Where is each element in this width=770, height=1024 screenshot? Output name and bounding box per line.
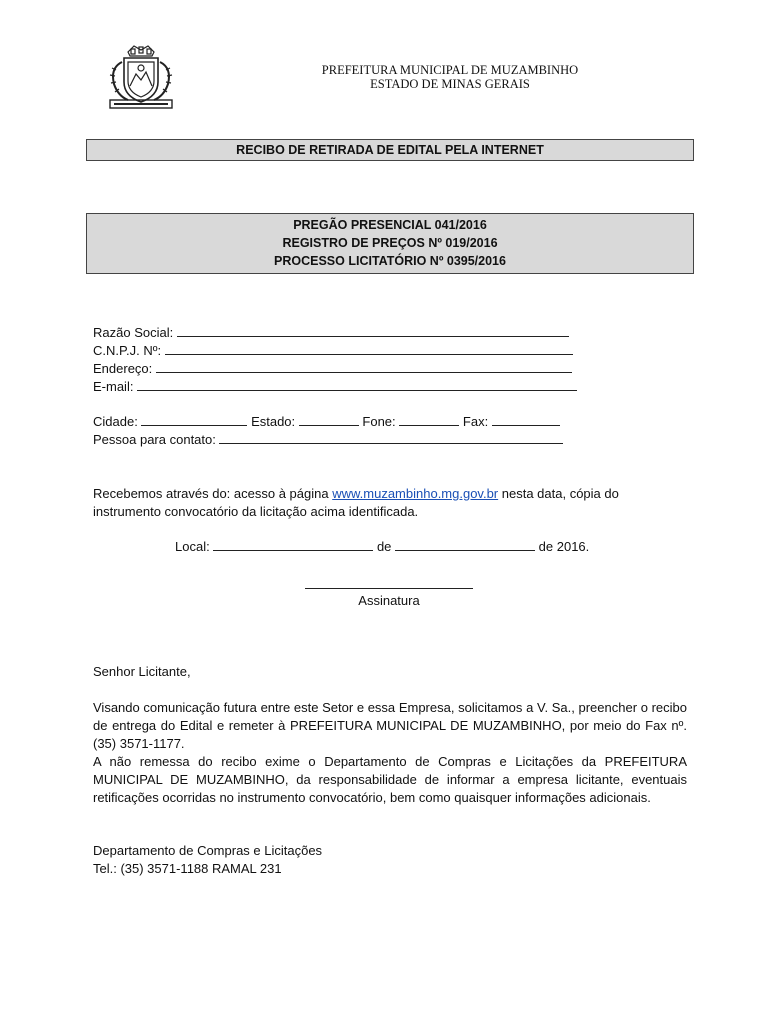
field-cnpj	[93, 343, 573, 358]
receipt-text-end: nesta data, cópia do	[498, 486, 619, 501]
razao-input-line[interactable]	[177, 325, 569, 337]
estado-label: Estado:	[251, 414, 296, 429]
field-razao-social	[93, 325, 569, 340]
endereco-input-line[interactable]	[156, 361, 572, 373]
fax-label: Fax:	[462, 414, 489, 429]
signature-line[interactable]	[305, 588, 473, 589]
fax-input-line[interactable]	[492, 414, 560, 426]
process-line-1: PREGÃO PRESENCIAL 041/2016	[293, 218, 487, 232]
signature-label: Assinatura	[358, 593, 420, 608]
date-input-line[interactable]	[395, 539, 535, 551]
letter-paragraph-2: A não remessa do recibo exime o Departamento de Compras e Licitações da PREFEITURA MUNICIPAL DE MUZAMBINHO, da responsabilidade de informar a empresa licitante, eventuais retificações ocorridas no instrumento convocatório, bem como quaisquer informações adicionais.	[93, 754, 687, 805]
cnpj-input-line[interactable]	[165, 343, 573, 355]
receipt-text-line2: instrumento convocatório da licitação acima identificada.	[93, 504, 419, 519]
header-line-2: ESTADO DE MINAS GERAIS	[370, 77, 530, 91]
year-label: de 2016.	[538, 539, 590, 554]
estado-input-line[interactable]	[299, 414, 359, 426]
cidade-label: Cidade:	[93, 414, 138, 429]
contato-input-line[interactable]	[219, 432, 563, 444]
field-email	[93, 379, 577, 394]
letter-paragraph-1: Visando comunicação futura entre este Setor e essa Empresa, solicitamos a V. Sa., preencher o recibo de entrega do Edital e remeter à PREFEITURA MUNICIPAL DE MUZAMBINHO, por meio do Fax nº. (35) 3571-1177.	[93, 700, 687, 751]
field-endereco	[93, 361, 572, 376]
fone-label: Fone:	[362, 414, 396, 429]
department-name: Departamento de Compras e Licitações	[93, 843, 323, 858]
municipal-crest-icon	[102, 44, 180, 112]
fone-input-line[interactable]	[399, 414, 459, 426]
letter-greeting: Senhor Licitante,	[93, 664, 191, 679]
endereco-label: Endereço:	[93, 361, 153, 376]
process-line-2: REGISTRO DE PREÇOS Nº 019/2016	[282, 236, 498, 250]
process-box	[86, 213, 694, 274]
document-title	[86, 139, 694, 161]
de-label: de	[376, 539, 392, 554]
receipt-text-start: Recebemos através do: acesso à página	[93, 486, 333, 501]
document-title-text: RECIBO DE RETIRADA DE EDITAL PELA INTERNET	[236, 143, 544, 157]
website-link[interactable]: www.muzambinho.mg.gov.br	[332, 486, 499, 501]
email-input-line[interactable]	[137, 379, 577, 391]
cidade-input-line[interactable]	[141, 414, 247, 426]
field-row-contact	[93, 414, 560, 429]
field-contato	[93, 432, 563, 447]
header-line-1: PREFEITURA MUNICIPAL DE MUZAMBINHO	[321, 63, 579, 77]
razao-label: Razão Social:	[93, 325, 174, 340]
receipt-paragraph	[93, 485, 687, 521]
email-label: E-mail:	[93, 379, 134, 394]
date-line	[175, 539, 589, 554]
process-line-3: PROCESSO LICITATÓRIO Nº 0395/2016	[274, 254, 506, 268]
cnpj-label: C.N.P.J. Nº:	[93, 343, 162, 358]
local-label: Local:	[175, 539, 210, 554]
department-phone: Tel.: (35) 3571-1188 RAMAL 231	[93, 861, 282, 876]
local-input-line[interactable]	[213, 539, 373, 551]
contato-label: Pessoa para contato:	[93, 432, 216, 447]
